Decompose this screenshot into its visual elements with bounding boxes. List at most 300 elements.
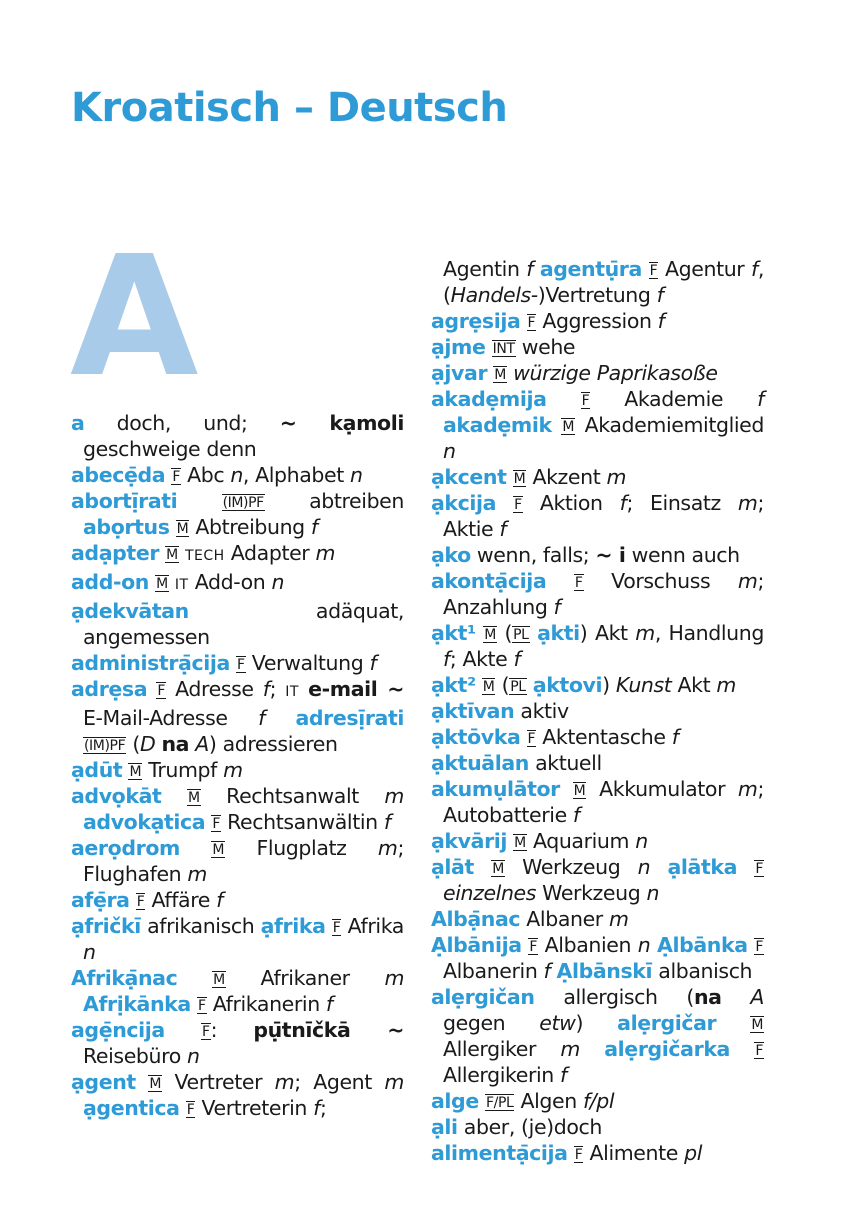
grammar-tag: PL — [513, 627, 529, 643]
text — [716, 1011, 750, 1035]
grammar-tag: M — [492, 861, 504, 877]
text: wenn auch — [625, 543, 740, 567]
text: : — [210, 1018, 254, 1042]
headword: abecẹ̄da — [71, 463, 166, 487]
grammar-tag: F — [649, 263, 658, 279]
headword: ạfrika — [260, 914, 326, 938]
headword: afẹ̄ra — [71, 888, 130, 912]
italic-text: n — [646, 881, 660, 905]
grammar-tag: M — [484, 627, 496, 643]
italic-text: f — [671, 725, 679, 749]
text: Abtreibung — [189, 515, 311, 539]
grammar-tag: F — [574, 1147, 583, 1163]
italic-text: n — [443, 439, 456, 463]
italic-text: f — [657, 309, 665, 333]
text: Akzent — [526, 465, 607, 489]
text: Algen — [514, 1089, 583, 1113]
text: , Handlung — [654, 621, 764, 645]
dictionary-entry — [431, 828, 764, 854]
dictionary-entry — [71, 1017, 404, 1069]
italic-text: f — [526, 257, 534, 281]
headword: Afrịkānka — [83, 992, 191, 1016]
italic-text: m — [608, 907, 629, 931]
headword: Ạlbānija — [431, 933, 522, 957]
text — [722, 985, 751, 1009]
page-title: Kroatisch – Deutsch — [71, 85, 508, 131]
text — [552, 413, 562, 437]
grammar-tag: M — [494, 367, 506, 383]
grammar-tag: F — [755, 861, 763, 877]
text — [730, 1037, 754, 1061]
text: geschweige denn — [83, 437, 257, 461]
headword: ạkvārij — [431, 829, 508, 853]
text: Trumpf — [142, 758, 224, 782]
italic-text: m — [384, 966, 405, 990]
italic-text: f — [572, 803, 580, 827]
italic-text: einzelnes — [443, 881, 537, 905]
italic-text: f — [751, 257, 758, 281]
dictionary-entry — [71, 488, 404, 540]
grammar-tag: F — [172, 469, 180, 485]
headword: ạdekvātan — [71, 599, 189, 623]
text: Aktion — [522, 491, 620, 515]
dictionary-entry — [71, 835, 404, 887]
headword: agentụ̄ra — [539, 257, 642, 281]
text — [530, 621, 538, 645]
italic-text: f — [216, 888, 223, 912]
headword: ạlāt — [431, 855, 474, 879]
grammar-tag: M — [212, 842, 225, 858]
grammar-tag: M — [751, 1017, 763, 1033]
text — [748, 933, 755, 957]
headword: ạktovi — [532, 673, 603, 697]
text — [650, 855, 667, 879]
dictionary-entry — [431, 620, 764, 672]
dictionary-entry — [431, 334, 764, 360]
dictionary-entry — [431, 1114, 764, 1140]
dictionary-entry — [71, 913, 404, 965]
italic-text: Kunst — [615, 673, 672, 697]
headword: adresị̄rati — [295, 706, 404, 730]
headword: ạgent — [71, 1070, 136, 1094]
grammar-tag: (IM)PF — [222, 495, 264, 511]
italic-text: f — [757, 387, 764, 411]
text: ; Einsatz — [626, 491, 738, 515]
text: ; Autobatterie — [443, 777, 764, 827]
text: ) — [575, 1011, 618, 1035]
headword: agrẹsija — [431, 309, 521, 333]
italic-text: n — [271, 570, 285, 594]
text: ; — [269, 677, 286, 701]
dictionary-entry — [71, 783, 404, 835]
bold-phrase: pụ̄tnīčkā ~ — [253, 1018, 405, 1042]
dictionary-entry — [431, 542, 764, 568]
text: Affäre — [145, 888, 217, 912]
text: Akkumulator — [586, 777, 738, 801]
italic-text: n — [637, 933, 651, 957]
headword: aerọdrom — [71, 836, 180, 860]
grammar-tag: F — [237, 657, 245, 673]
dictionary-entry — [431, 1088, 764, 1114]
italic-text: D — [139, 732, 156, 756]
italic-text: A — [750, 985, 764, 1009]
grammar-tag: M — [482, 679, 495, 695]
text: Verwaltung — [245, 651, 370, 675]
headword: agẹ̄ncija — [71, 1018, 165, 1042]
italic-text: f — [310, 515, 318, 539]
italic-text: f — [513, 647, 521, 671]
text: Werkzeug — [504, 855, 638, 879]
headword: ạkcija — [431, 491, 497, 515]
text — [136, 1070, 149, 1094]
text: Adapter — [224, 541, 316, 565]
grammar-tag: F — [527, 315, 536, 331]
text — [476, 621, 484, 645]
text: Vertreter — [162, 1070, 275, 1094]
headword: alẹrgičan — [431, 985, 535, 1009]
italic-text: m — [737, 491, 758, 515]
headword: ạdūt — [71, 758, 123, 782]
grammar-tag: M — [513, 471, 526, 487]
text: albanisch — [652, 959, 753, 983]
text: Aggression — [536, 309, 658, 333]
bold-phrase: ~ i — [595, 543, 626, 567]
grammar-tag: M — [149, 1076, 162, 1092]
grammar-tag: M — [187, 790, 200, 806]
italic-text: f — [313, 1096, 320, 1120]
italic-text: f — [258, 706, 265, 730]
grammar-tag: F — [157, 683, 165, 699]
text: ; Agent — [294, 1070, 385, 1094]
dictionary-entry — [431, 750, 764, 776]
headword: a — [71, 411, 85, 435]
text: aber, (je)doch — [457, 1115, 602, 1139]
subject-label: IT — [174, 577, 189, 593]
headword: abọrtus — [83, 515, 170, 539]
dictionary-entry — [431, 490, 764, 542]
italic-text: n — [637, 855, 651, 879]
left-column — [71, 410, 404, 1121]
dictionary-entry — [431, 776, 764, 828]
text — [496, 491, 513, 515]
text — [177, 489, 221, 513]
headword: alẹrgičar — [617, 1011, 717, 1035]
grammar-tag: M — [562, 419, 575, 435]
text — [474, 855, 491, 879]
dictionary-entry — [71, 887, 404, 913]
text: Aktentasche — [536, 725, 672, 749]
dictionary-entry — [71, 965, 404, 1017]
text: ; Aktie — [443, 491, 764, 541]
text: )Vertretung — [537, 283, 657, 307]
dictionary-entry — [71, 1069, 404, 1121]
text: wenn, falls; — [470, 543, 596, 567]
text: Werkzeug — [536, 881, 647, 905]
grammar-tag: F — [202, 1024, 210, 1040]
italic-text: f — [543, 959, 551, 983]
text: Rechtsanwältin — [221, 810, 384, 834]
dictionary-entry — [431, 724, 764, 750]
italic-text: m — [223, 758, 243, 782]
italic-text: etw — [539, 1011, 576, 1035]
grammar-tag: F/PL — [485, 1095, 514, 1111]
text — [299, 677, 308, 701]
italic-text: Handels- — [450, 283, 538, 307]
text: Albanien — [538, 933, 638, 957]
headword: Ạlbānka — [657, 933, 748, 957]
grammar-tag: F — [529, 939, 538, 955]
headword: advọkāt — [71, 784, 162, 808]
dictionary-entry — [71, 757, 404, 783]
dictionary-entry — [431, 360, 764, 386]
dictionary-entry — [431, 854, 764, 906]
italic-text: n — [186, 1044, 200, 1068]
italic-text: f — [560, 1063, 567, 1087]
headword: Afrikạ̄nac — [71, 966, 178, 990]
italic-text: m — [737, 569, 758, 593]
text — [180, 836, 211, 860]
italic-text: m — [635, 621, 655, 645]
text — [737, 855, 754, 879]
italic-text: f — [656, 283, 664, 307]
dictionary-entry — [71, 598, 404, 650]
italic-text: f — [443, 647, 450, 671]
dictionary-entry — [71, 569, 404, 598]
italic-text: pl — [684, 1141, 703, 1165]
grammar-tag: M — [156, 576, 168, 592]
grammar-tag: F — [186, 1102, 195, 1118]
grammar-tag: M — [213, 972, 225, 988]
dictionary-entry — [431, 256, 764, 308]
text: afrikanisch — [140, 914, 261, 938]
headword: ạktīvan — [431, 699, 515, 723]
subject-label: IT — [285, 684, 299, 700]
text: adäquat, angemessen — [83, 599, 404, 649]
text: abtreiben — [264, 489, 404, 513]
text: Aquarium — [526, 829, 636, 853]
bold-phrase: na — [693, 985, 722, 1009]
italic-text: n — [350, 463, 363, 487]
grammar-tag: F — [514, 497, 522, 513]
headword: ạktōvka — [431, 725, 521, 749]
italic-text: f — [325, 992, 333, 1016]
italic-text: f/pl — [582, 1089, 615, 1113]
text: E-Mail-Adresse — [83, 706, 259, 730]
headword: akadẹmija — [431, 387, 547, 411]
bold-phrase: e-mail ~ — [308, 677, 404, 701]
dictionary-entry — [71, 676, 404, 757]
italic-text: m — [187, 862, 207, 886]
text — [560, 777, 573, 801]
headword: ạktuālan — [431, 751, 529, 775]
text: Akt — [671, 673, 717, 697]
text — [265, 706, 296, 730]
headword: akadẹmik — [443, 413, 552, 437]
headword: alge — [431, 1089, 479, 1113]
text: Vorschuss — [583, 569, 738, 593]
text: Add-on — [188, 570, 272, 594]
text: Afrika — [341, 914, 404, 938]
dictionary-entry — [431, 568, 764, 620]
text: Albaner — [520, 907, 609, 931]
text: ; — [319, 1096, 327, 1120]
text: aktiv — [514, 699, 569, 723]
grammar-tag: (IM)PF — [84, 738, 126, 754]
text: Allergikerin — [443, 1063, 560, 1087]
text: Alimente — [583, 1141, 685, 1165]
text: Reisebüro — [83, 1044, 187, 1068]
text: wehe — [515, 335, 576, 359]
text: ) Akt — [579, 621, 636, 645]
dictionary-entry — [431, 464, 764, 490]
text: Akademiemitglied — [575, 413, 764, 437]
dictionary-entry — [431, 386, 764, 464]
text: ( — [496, 621, 513, 645]
text: ( — [495, 673, 510, 697]
grammar-tag: F — [755, 939, 763, 955]
grammar-tag: M — [573, 783, 586, 799]
text: Agentin — [443, 257, 527, 281]
headword: ạgentica — [83, 1096, 180, 1120]
grammar-tag: M — [129, 764, 142, 780]
headword: alimentạ̄cija — [431, 1141, 568, 1165]
italic-text: f — [262, 677, 270, 701]
headword: add-on — [71, 570, 149, 594]
grammar-tag: F — [527, 731, 536, 747]
headword: ạlātka — [667, 855, 738, 879]
grammar-tag: F — [212, 816, 221, 832]
dictionary-entry — [431, 906, 764, 932]
headword: ạkt² — [431, 673, 476, 697]
text: Afrikaner — [225, 966, 385, 990]
grammar-tag: F — [197, 998, 206, 1014]
headword: ạkcent — [431, 465, 507, 489]
headword: akumụlātor — [431, 777, 560, 801]
italic-text: f — [499, 517, 507, 541]
dictionary-entry — [431, 698, 764, 724]
text: Vertreterin — [195, 1096, 314, 1120]
italic-text: m — [315, 541, 336, 565]
headword: abortị̄rati — [71, 489, 178, 513]
grammar-tag: F — [332, 920, 341, 936]
italic-text: m — [384, 1070, 404, 1094]
text: Albanerin — [443, 959, 544, 983]
dictionary-entry — [71, 650, 404, 676]
text — [147, 677, 156, 701]
dictionary-entry — [431, 308, 764, 334]
italic-text: m — [377, 836, 398, 860]
dictionary-entry — [431, 984, 764, 1088]
grammar-tag: F — [755, 1043, 763, 1059]
italic-text: m — [737, 777, 758, 801]
text: , ( — [443, 257, 764, 307]
section-letter: A — [70, 221, 199, 414]
grammar-tag: F — [581, 393, 590, 409]
italic-text: m — [384, 784, 404, 808]
text: ; Flughafen — [83, 836, 404, 886]
text: Akademie — [590, 387, 758, 411]
headword: ạko — [431, 543, 471, 567]
italic-text: würzige Paprikasoße — [513, 361, 718, 385]
text: ) — [602, 673, 616, 697]
bold-phrase: na — [161, 732, 190, 756]
text: aktuell — [528, 751, 602, 775]
grammar-tag: F — [136, 894, 145, 910]
text — [533, 257, 540, 281]
headword: ạkti — [537, 621, 580, 645]
text — [165, 1018, 201, 1042]
italic-text: f — [619, 491, 627, 515]
headword: ạfričkī — [71, 914, 141, 938]
text — [161, 784, 187, 808]
headword: ạjme — [431, 335, 486, 359]
italic-text: m — [560, 1037, 580, 1061]
dictionary-entry — [431, 932, 764, 984]
dictionary-entry — [71, 410, 404, 462]
text — [546, 569, 574, 593]
italic-text: A — [195, 732, 209, 756]
subject-label: TECH — [184, 548, 225, 564]
grammar-tag: PL — [510, 679, 526, 695]
text: Adresse — [166, 677, 263, 701]
italic-text: n — [635, 829, 648, 853]
text — [580, 1037, 604, 1061]
grammar-tag: M — [176, 521, 189, 537]
headword: ạkt¹ — [431, 621, 476, 645]
grammar-tag: M — [514, 835, 526, 851]
dictionary-entry — [71, 540, 404, 569]
text: ; Akte — [449, 647, 514, 671]
text: , Alphabet — [242, 463, 351, 487]
text: doch, und; — [84, 411, 280, 435]
italic-text: n — [230, 463, 243, 487]
text — [650, 933, 657, 957]
text: Flugplatz — [225, 836, 378, 860]
italic-text: m — [274, 1070, 295, 1094]
text: Afrikanerin — [206, 992, 326, 1016]
grammar-tag: F — [574, 575, 583, 591]
headword: akontạ̄cija — [431, 569, 547, 593]
text: Abc — [180, 463, 231, 487]
italic-text: m — [716, 673, 736, 697]
headword: advokạtica — [83, 810, 206, 834]
text: gegen — [443, 1011, 540, 1035]
italic-text: m — [606, 465, 627, 489]
bold-phrase: ~ kạmoli — [279, 411, 404, 435]
headword: ạli — [431, 1115, 458, 1139]
headword: Ạlbānskī — [556, 959, 653, 983]
text — [522, 933, 529, 957]
headword: alẹrgičarka — [604, 1037, 730, 1061]
text: Rechtsanwalt — [200, 784, 385, 808]
text: allergisch ( — [534, 985, 694, 1009]
dictionary-entry — [71, 462, 404, 488]
italic-text: f — [383, 810, 391, 834]
text: ) adressieren — [208, 732, 338, 756]
text: ( — [126, 732, 140, 756]
headword: Albạ̄nac — [431, 907, 521, 931]
text: ; Anzahlung — [443, 569, 764, 619]
italic-text: f — [369, 651, 377, 675]
dictionary-entry — [431, 1140, 764, 1166]
right-column — [431, 256, 764, 1166]
headword: administrạ̄cija — [71, 651, 230, 675]
italic-text: n — [83, 940, 96, 964]
text — [177, 966, 212, 990]
text: Agentur — [658, 257, 752, 281]
grammar-tag: M — [166, 547, 178, 563]
text: Allergiker — [443, 1037, 561, 1061]
